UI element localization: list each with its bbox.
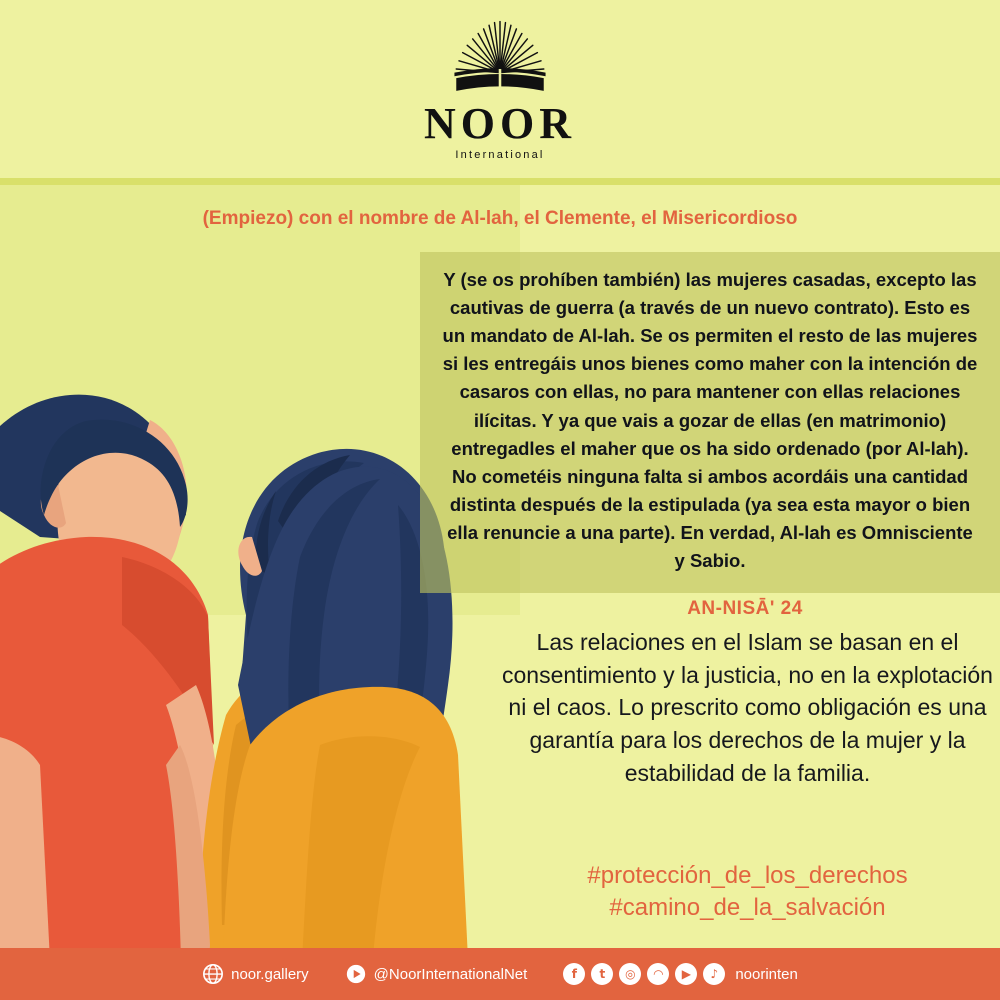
twitter-icon[interactable]: t bbox=[591, 963, 613, 985]
brand-subtitle: International bbox=[455, 148, 545, 161]
tiktok-icon[interactable]: ♪ bbox=[703, 963, 725, 985]
sunburst-book-icon bbox=[445, 18, 555, 100]
website-label: noor.gallery bbox=[231, 965, 309, 983]
commentary-text: Las relaciones en el Islam se basan en el consentimiento y la justicia, no en la explotación ni el caos. Lo prescrito como obligación es una garantía para los derechos de la mujer y la estabilidad de la familia. bbox=[502, 629, 993, 786]
globe-icon bbox=[202, 963, 224, 985]
basmala-line: (Empiezo) con el nombre de Al-lah, el Clemente, el Misericordioso bbox=[202, 208, 798, 229]
brand-name: NOOR bbox=[424, 98, 576, 148]
snapchat-icon[interactable]: ◠ bbox=[647, 963, 669, 985]
hashtag-block bbox=[500, 860, 995, 925]
hashtag-primary[interactable]: #protección_de_los_derechos bbox=[587, 862, 908, 889]
header-divider bbox=[0, 178, 1000, 185]
channel-group[interactable] bbox=[345, 963, 528, 985]
facebook-icon[interactable]: f bbox=[563, 963, 585, 985]
verse-text: Y (se os prohíben también) las mujeres casadas, excepto las cautivas de guerra (a través de un nuevo contrato). Esto es un mandato de Al-lah. Se os permiten el resto de las mujeres si les entregáis unos bienes como maher con la intención de casaros con ellas, no para mantener con ellas relaciones ilícitas. Y ya que vais a gozar de ellas (en matrimonio) entregadles el maher que os ha sido ordenado (por Al-lah). No cometéis ninguna falta si ambos acordáis una cantidad distinta después de la estipulada (ya sea esta mayor o bien ella renuncie a una parte). En verdad, Al-lah es Omnisciente y Sabio. bbox=[442, 269, 978, 572]
footer-bar bbox=[0, 948, 1000, 1000]
header bbox=[0, 0, 1000, 178]
play-circle-icon bbox=[345, 963, 367, 985]
youtube-icon[interactable]: ▶ bbox=[675, 963, 697, 985]
website-group[interactable] bbox=[202, 963, 309, 985]
hashtag-secondary[interactable]: #camino_de_la_salvación bbox=[609, 894, 886, 922]
verse-reference: AN-NISĀ' 24 bbox=[687, 598, 803, 619]
social-handle: noorinten bbox=[735, 965, 798, 983]
social-icons bbox=[563, 963, 725, 985]
verse-panel bbox=[420, 252, 1000, 593]
channel-label: @NoorInternationalNet bbox=[373, 965, 528, 983]
instagram-icon[interactable]: ◎ bbox=[619, 963, 641, 985]
